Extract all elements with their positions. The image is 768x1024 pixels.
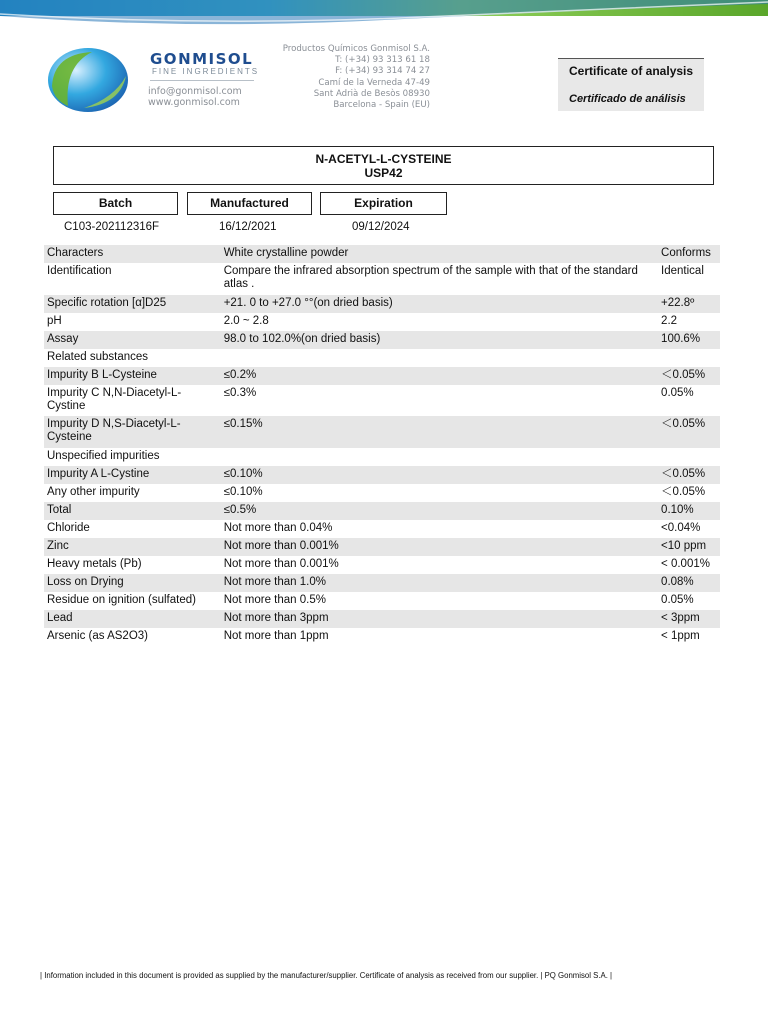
- result-cell: 0.05%: [661, 594, 694, 606]
- brand-subtitle: FINE INGREDIENTS: [152, 67, 260, 76]
- specification-cell: ≤0.10%: [221, 466, 658, 484]
- company-line: Camí de la Verneda 47-49: [318, 77, 430, 88]
- result-cell: 0.05%: [661, 387, 694, 399]
- table-row: [44, 349, 720, 367]
- table-row: [44, 385, 720, 416]
- table-row: [44, 502, 720, 520]
- contact-block: [148, 86, 242, 108]
- brand-divider: [150, 80, 254, 81]
- certificate-title-es: Certificado de análisis: [569, 93, 686, 105]
- manufactured-header: Manufactured: [187, 192, 312, 215]
- certificate-title-en: Certificate of analysis: [569, 64, 694, 78]
- product-standard: USP42: [364, 166, 403, 180]
- specification-cell: Not more than 0.04%: [223, 522, 333, 534]
- table-row: [44, 245, 720, 263]
- specification-cell: Not more than 0.001%: [223, 558, 339, 570]
- specification-cell: 2.0 ~ 2.8: [223, 315, 269, 327]
- test-name-cell: Residue on ignition (sulfated): [47, 594, 196, 606]
- company-line: Productos Químicos Gonmisol S.A.: [282, 44, 430, 54]
- test-name-cell: Impurity D N,S-Diacetyl-L-Cysteine: [44, 416, 221, 448]
- expiration-value: 09/12/2024: [352, 221, 410, 233]
- test-name-cell: Identification: [47, 265, 112, 277]
- result-cell: [658, 349, 720, 367]
- batch-header: Batch: [53, 192, 178, 215]
- company-line: Sant Adrià de Besòs 08930: [313, 88, 430, 99]
- specification-cell: Not more than 1.0%: [221, 574, 658, 592]
- company-line: F: (+34) 93 314 74 27: [335, 66, 430, 77]
- test-name-cell: Total: [44, 502, 221, 520]
- test-name-cell: Related substances: [47, 351, 149, 363]
- result-cell: <0.04%: [661, 522, 701, 534]
- specification-cell: ≤0.15%: [221, 416, 658, 448]
- test-name-cell: Assay: [44, 331, 221, 349]
- manufactured-value: 16/12/2021: [219, 221, 277, 233]
- test-name-cell: Impurity C N,N-Diacetyl-L-Cystine: [47, 387, 182, 412]
- result-cell: 100.6%: [658, 331, 720, 349]
- table-row: [44, 448, 720, 466]
- table-row: [44, 313, 720, 331]
- test-name-cell: Lead: [44, 610, 221, 628]
- result-cell: ＜0.05%: [658, 466, 720, 484]
- specification-cell: Not more than 3ppm: [221, 610, 658, 628]
- company-line: Barcelona - Spain (EU): [333, 100, 430, 111]
- test-name-cell: Specific rotation [α]D25: [44, 295, 221, 313]
- specification-cell: White crystalline powder: [221, 245, 658, 263]
- result-cell: ＜0.05%: [658, 367, 720, 385]
- result-cell: ＜0.05%: [658, 416, 720, 448]
- result-cell: Conforms: [658, 245, 720, 263]
- result-cell: +22.8º: [658, 295, 720, 313]
- specification-cell: Not more than 0.001%: [221, 538, 658, 556]
- table-row: [44, 574, 720, 592]
- test-name-cell: Characters: [44, 245, 221, 263]
- test-name-cell: Impurity B L-Cysteine: [44, 367, 221, 385]
- test-name-cell: Zinc: [44, 538, 221, 556]
- specification-cell: 98.0 to 102.0%(on dried basis): [221, 331, 658, 349]
- test-name-cell: Arsenic (as AS2O3): [47, 630, 148, 642]
- specification-cell: [221, 349, 658, 367]
- result-cell: < 1ppm: [661, 630, 700, 642]
- test-name-cell: Any other impurity: [47, 486, 140, 498]
- result-cell: < 0.001%: [661, 558, 710, 570]
- result-cell: ＜0.05%: [661, 486, 706, 498]
- specification-cell: ≤0.5%: [221, 502, 658, 520]
- table-row: [44, 295, 720, 313]
- result-cell: [658, 448, 720, 466]
- specification-cell: Not more than 1ppm: [223, 630, 329, 642]
- table-row: [44, 416, 720, 448]
- table-row: [44, 592, 720, 610]
- contact-email[interactable]: info@gonmisol.com: [148, 86, 242, 97]
- result-cell: 0.10%: [658, 502, 720, 520]
- specification-cell: +21. 0 to +27.0 °°(on dried basis): [221, 295, 658, 313]
- specification-cell: ≤0.3%: [223, 387, 257, 399]
- table-row: [44, 263, 720, 295]
- table-row: [44, 610, 720, 628]
- table-row: [44, 628, 720, 646]
- table-row: [44, 466, 720, 484]
- result-cell: 0.08%: [658, 574, 720, 592]
- table-row: [44, 484, 720, 502]
- test-name-cell: Impurity A L-Cystine: [44, 466, 221, 484]
- result-cell: < 3ppm: [658, 610, 720, 628]
- company-address: [276, 44, 430, 111]
- test-name-cell: Chloride: [47, 522, 90, 534]
- batch-value: C103-202112316F: [64, 221, 160, 233]
- test-name-cell: Loss on Drying: [44, 574, 221, 592]
- footer-disclaimer: | Information included in this document is provided as supplied by the manufacturer/supplier. Certificate of analysis as received from our supplier. | PQ Gonmisol S.A. |: [40, 971, 613, 980]
- table-row: [44, 520, 720, 538]
- specification-cell: ≤0.2%: [221, 367, 658, 385]
- header-wave-band: [0, 0, 768, 28]
- specification-cell: Compare the infrared absorption spectrum of the sample with that of the standard atlas .: [223, 265, 638, 290]
- result-cell: Identical: [661, 265, 704, 277]
- expiration-header: Expiration: [320, 192, 447, 215]
- table-row: [44, 538, 720, 556]
- table-row: [44, 367, 720, 385]
- table-row: [44, 331, 720, 349]
- test-name-cell: Heavy metals (Pb): [47, 558, 142, 570]
- certificate-title-box: [558, 58, 704, 111]
- company-line: T: (+34) 93 313 61 18: [335, 55, 430, 66]
- analysis-table: [44, 245, 720, 646]
- table-row: [44, 556, 720, 574]
- test-name-cell: Unspecified impurities: [47, 450, 160, 462]
- specification-cell: [221, 448, 658, 466]
- brand-name: GONMISOL: [150, 50, 254, 68]
- contact-website[interactable]: www.gonmisol.com: [148, 97, 240, 108]
- result-cell: <10 ppm: [658, 538, 720, 556]
- test-name-cell: pH: [47, 315, 62, 327]
- product-name: N-ACETYL-L-CYSTEINE: [315, 152, 452, 166]
- specification-cell: ≤0.10%: [223, 486, 263, 498]
- specification-cell: Not more than 0.5%: [223, 594, 326, 606]
- result-cell: 2.2: [661, 315, 678, 327]
- gonmisol-logo-icon: [44, 46, 130, 114]
- product-box: [53, 146, 714, 185]
